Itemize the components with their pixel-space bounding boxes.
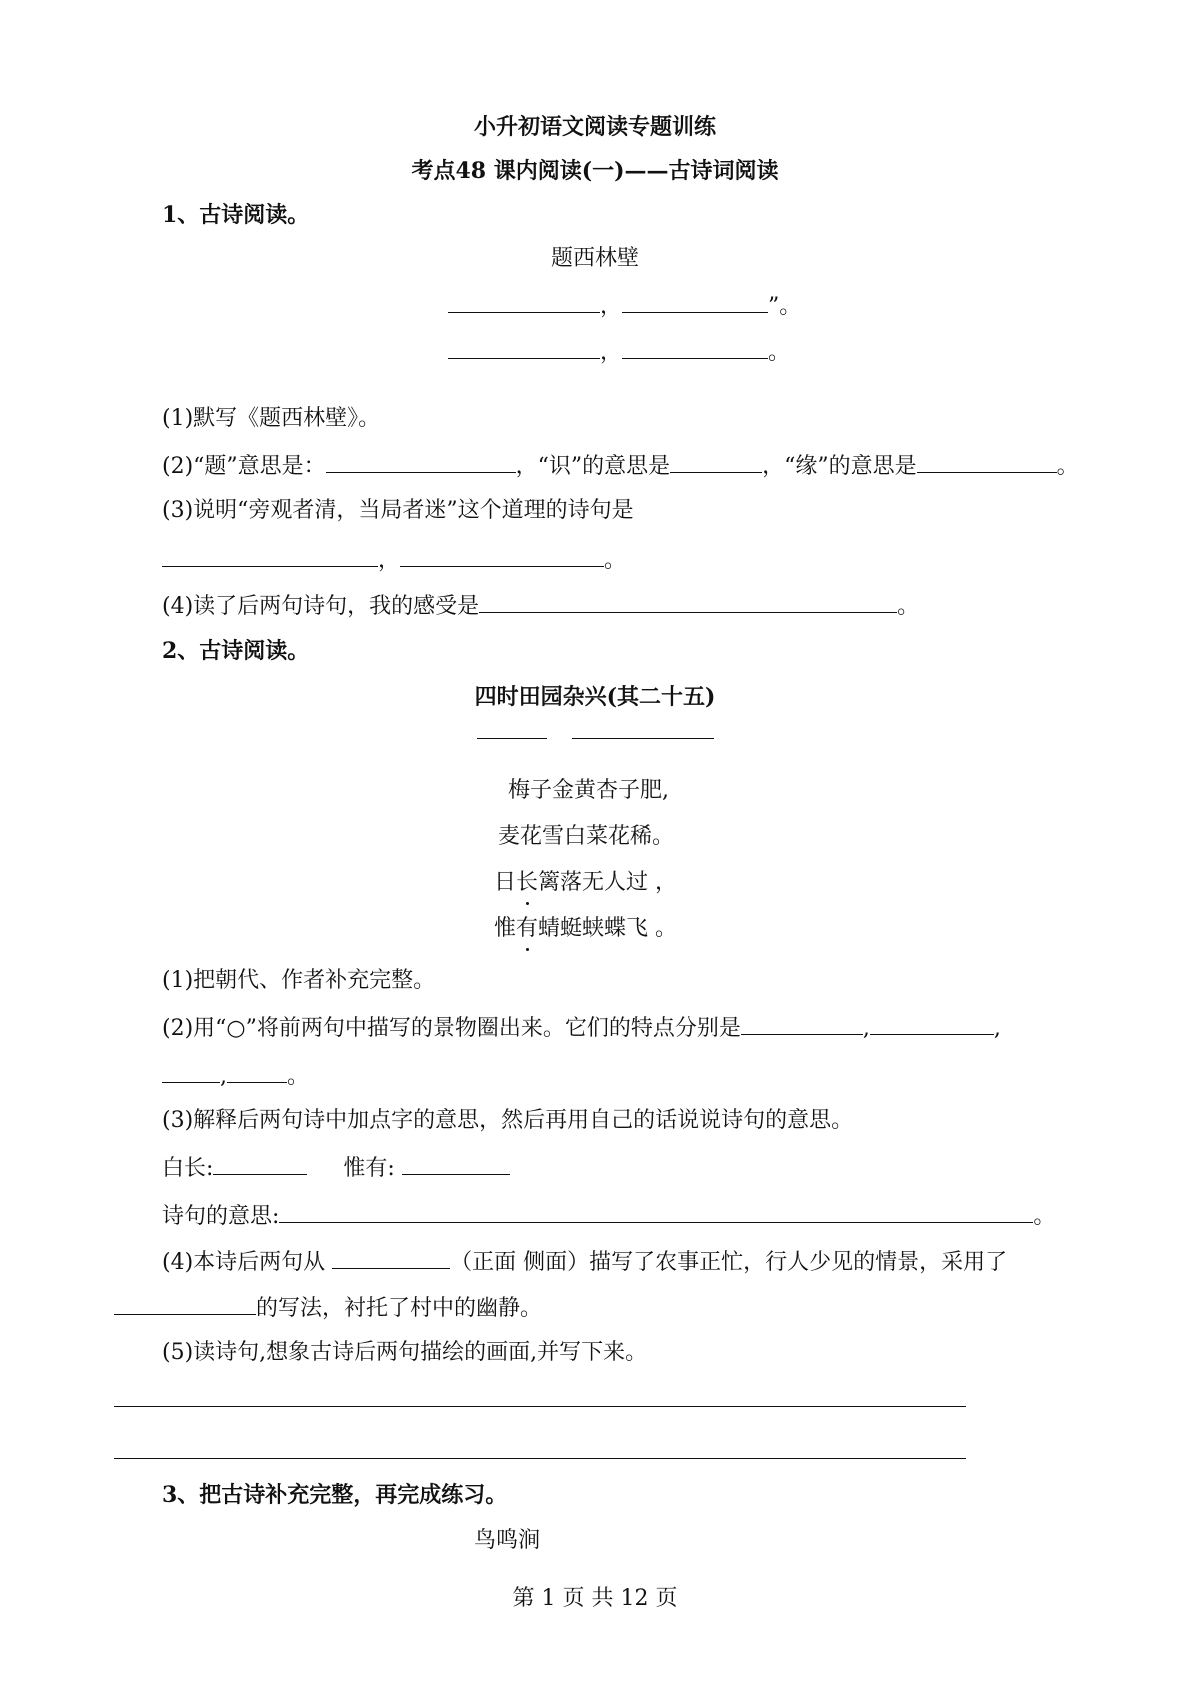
answer-blank[interactable] xyxy=(448,336,600,359)
answer-blank[interactable] xyxy=(741,1012,863,1035)
page-title: 小升初语文阅读专题训练 xyxy=(473,114,716,140)
answer-blank[interactable] xyxy=(402,1152,510,1175)
answer-blank[interactable] xyxy=(400,544,604,567)
q1-poem-line-1: ， ”。 xyxy=(448,290,801,322)
page-footer: 第 1 页 共 12 页 xyxy=(512,1586,678,1611)
answer-blank[interactable] xyxy=(670,450,762,473)
q2-poem-line-2: 麦花雪白菜花稀。 xyxy=(498,824,675,849)
q2-sub4-cont: 的写法，衬托了村中的幽静。 xyxy=(114,1292,542,1324)
answer-blank[interactable] xyxy=(917,450,1057,473)
page-subtitle: 考点48 课内阅读(一)——古诗词阅读 xyxy=(411,158,779,184)
q3-heading: 3、把古诗补充完整，再完成练习。 xyxy=(162,1482,508,1508)
q2-sub3: (3)解释后两句诗中加点字的意思，然后再用自己的话说说诗句的意思。 xyxy=(162,1108,854,1133)
answer-blank[interactable] xyxy=(114,1292,256,1315)
dynasty-blank[interactable] xyxy=(477,738,547,739)
q2-poem-title: 四时田园杂兴(其二十五) xyxy=(474,684,716,710)
q2-poem-line-1: 梅子金黄杏子肥, xyxy=(508,778,669,803)
q1-sub2: (2)“题”意思是： ，“识”的意思是 ，“缘”的意思是 。 xyxy=(162,450,1079,482)
q2-sub4: (4)本诗后两句从 （正面 侧面）描写了农事正忙，行人少见的情景，采用了 xyxy=(162,1246,1007,1278)
q1-sub3: (3)说明“旁观者清，当局者迷”这个道理的诗句是 xyxy=(162,498,634,523)
answer-blank[interactable] xyxy=(448,290,600,313)
q1-sub1: (1)默写《题西林壁》。 xyxy=(162,406,381,431)
answer-blank[interactable] xyxy=(279,1200,1033,1223)
q2-terms: 白长: 惟有: xyxy=(162,1152,510,1184)
q1-poem-line-2: ， 。 xyxy=(448,336,790,368)
author-blank[interactable] xyxy=(572,738,714,739)
q2-meaning: 诗句的意思: 。 xyxy=(162,1200,1055,1232)
q2-sub5: (5)读诗句,想象古诗后两句描绘的画面,并写下来。 xyxy=(162,1340,648,1365)
q2-poem-line-4: 惟有蜻蜓蛱蝶飞 。 xyxy=(494,914,677,944)
answer-blank[interactable] xyxy=(162,1060,220,1083)
answer-blank[interactable] xyxy=(622,290,768,313)
answer-blank[interactable] xyxy=(213,1152,307,1175)
q1-sub4: (4)读了后两句诗句，我的感受是 。 xyxy=(162,590,919,622)
dotted-char: 有 xyxy=(516,914,538,944)
q2-sub2-cont: , 。 xyxy=(162,1060,309,1092)
q3-poem-title: 鸟鸣涧 xyxy=(474,1528,541,1553)
q2-heading: 2、古诗阅读。 xyxy=(162,638,310,664)
q2-poem-line-3: 日长篱落无人过 ， xyxy=(494,868,677,898)
dotted-char: 长 xyxy=(516,868,538,898)
answer-blank[interactable] xyxy=(479,590,897,613)
q1-sub3-answer: ， 。 xyxy=(162,544,626,576)
q1-poem-title: 题西林壁 xyxy=(550,246,639,271)
answer-blank[interactable] xyxy=(227,1060,287,1083)
q2-sub2: (2)用“○”将前两句中描写的景物圈出来。它们的特点分别是 , , xyxy=(162,1012,1001,1044)
answer-blank[interactable] xyxy=(332,1246,450,1269)
writing-line[interactable] xyxy=(114,1458,966,1459)
writing-line[interactable] xyxy=(114,1406,966,1407)
answer-blank[interactable] xyxy=(870,1012,994,1035)
answer-blank[interactable] xyxy=(162,544,378,567)
q2-sub1: (1)把朝代、作者补充完整。 xyxy=(162,968,436,993)
answer-blank[interactable] xyxy=(326,450,516,473)
answer-blank[interactable] xyxy=(622,336,768,359)
q1-heading: 1、古诗阅读。 xyxy=(162,202,310,228)
